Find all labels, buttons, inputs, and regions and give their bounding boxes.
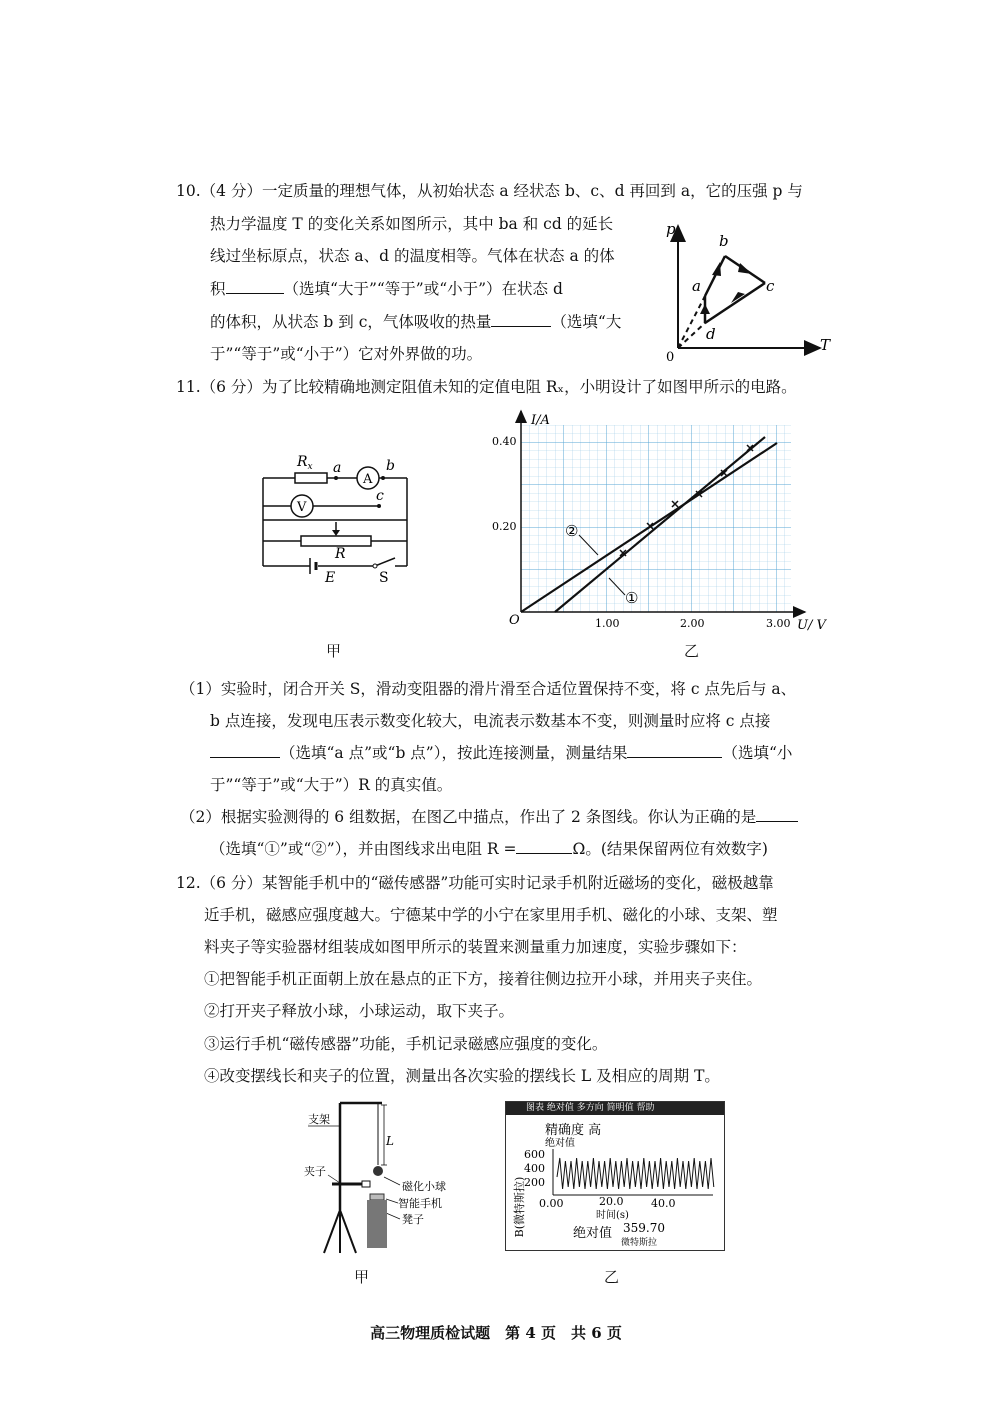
q10-line1: 10.（4 分）一定质量的理想气体，从初始状态 a 经状态 b、c、d 再回到 a，它的压强 p 与 (176, 182, 803, 200)
y-tick-040: 0.40 (492, 435, 517, 448)
stool (367, 1200, 387, 1248)
line-2-label: ② (565, 522, 579, 540)
resistor-rx (295, 473, 327, 483)
battery-label: E (325, 570, 336, 586)
y-tick-020: 0.20 (492, 520, 517, 533)
tripod-leg (324, 1210, 340, 1253)
y-tick-400: 400 (524, 1162, 545, 1175)
x-tick-300: 3.00 (766, 617, 791, 630)
point-a-label: a (692, 277, 701, 295)
point-c-label: c (766, 277, 775, 295)
q11-answer-blank-1[interactable] (210, 743, 280, 758)
cd-extension (678, 323, 705, 348)
voltmeter-label: V (297, 500, 307, 515)
q11-answer-blank-4[interactable] (516, 839, 572, 854)
t-axis-label: T (820, 336, 831, 354)
arrow-ab (712, 262, 721, 276)
graph-caption: 乙 (684, 642, 700, 660)
arrow-bc (738, 263, 752, 274)
y-tick-600: 600 (524, 1148, 545, 1161)
stool-leader (386, 1213, 400, 1219)
u-axis-label: U/ V (797, 618, 826, 633)
q11-part1-line3 (210, 742, 792, 764)
q10-line2: 热力学温度 T 的变化关系如图所示，其中 ba 和 cd 的延长 (210, 215, 614, 233)
magnetized-ball (373, 1166, 383, 1176)
circuit-caption: 甲 (326, 642, 342, 660)
screen-menu-bar[interactable]: 图表 绝对值 多方向 简明值 帮助 (506, 1102, 724, 1115)
slider-arrow (332, 530, 340, 536)
ammeter-label: A (363, 472, 373, 487)
q11-part2-line2-start: （选填“①”或“②”），并由图线求出电阻 R = (210, 840, 517, 858)
abs-mode-label: 绝对值 (545, 1138, 575, 1149)
apparatus-caption: 甲 (354, 1268, 370, 1286)
reading-label: 绝对值 (573, 1226, 613, 1241)
origin-label: O (509, 613, 520, 628)
x-tick-200: 2.00 (680, 617, 705, 630)
reading-unit: 微特斯拉 (621, 1238, 658, 1248)
rheostat-label: R (335, 546, 346, 562)
q12-step3: ③运行手机“磁传感器”功能，手机记录磁感应强度的变化。 (204, 1035, 608, 1053)
q10-line5 (210, 311, 621, 333)
q11-intro: 11.（6 分）为了比较精确地测定阻值未知的定值电阻 Rₓ，小明设计了如图甲所示的电路。 (176, 378, 797, 396)
rheostat (301, 536, 371, 546)
q11-part2-line2 (210, 838, 768, 860)
q11-part1-line2: b 点连接，发现电压表示数变化较大，电流表示数基本不变，则测量时应将 c 点接 (210, 712, 771, 730)
q11-answer-blank-3[interactable] (756, 807, 798, 822)
q11-iu-graph (485, 405, 840, 640)
switch-label: S (379, 570, 389, 586)
q10-line6: 于”“等于”或“小于”）它对外界做的功。 (210, 345, 483, 363)
q10-line4-end: （选填“大于”“等于”或“小于”）在状态 d (283, 280, 563, 298)
node-b (381, 476, 385, 480)
screen-caption: 乙 (604, 1268, 620, 1286)
node-a (334, 476, 338, 480)
ba-extension (678, 296, 705, 348)
node-c-label: c (376, 488, 384, 504)
phone-label: 智能手机 (398, 1197, 442, 1210)
q11-circuit-diagram (255, 448, 420, 588)
q12-pendulum-apparatus (300, 1095, 465, 1255)
ball-leader (384, 1177, 400, 1185)
point-d-label: d (706, 325, 716, 343)
q12-step1: ①把智能手机正面朝上放在悬点的正下方，接着往侧边拉开小球，并用夹子夹住。 (204, 970, 763, 988)
tripod-leg (340, 1210, 356, 1253)
clip (362, 1181, 370, 1187)
node-b-label: b (386, 458, 395, 474)
chart-y-label: B(微特斯拉) (513, 1176, 526, 1238)
node-a-label: a (333, 460, 342, 476)
reading-value: 359.70 (623, 1221, 665, 1235)
q10-answer-blank-1[interactable] (226, 279, 284, 294)
precision-label: 精确度 高 (545, 1123, 602, 1138)
point-b-label: b (719, 232, 729, 250)
q12-line1: 12.（6 分）某智能手机中的“磁传感器”功能可实时记录手机附近磁场的变化，磁极越靠 (176, 874, 774, 892)
x-tick-40: 40.0 (651, 1197, 676, 1210)
y-tick-200: 200 (524, 1176, 545, 1189)
smartphone (370, 1194, 384, 1200)
page-footer: 高三物理质检试题 第 4 页 共 6 页 (370, 1324, 622, 1342)
q10-line5-start: 的体积，从状态 b 到 c，气体吸收的热量 (210, 313, 492, 331)
x-tick-20: 20.0 (599, 1195, 624, 1208)
q10-line4-start: 积 (210, 280, 226, 298)
stool-label: 凳子 (402, 1213, 424, 1226)
switch-pivot (373, 564, 377, 568)
q11-part2-line1 (180, 806, 798, 828)
q11-part2-line2-end: Ω。(结果保留两位有效数字) (572, 840, 768, 858)
clip-label: 夹子 (304, 1165, 326, 1178)
q12-line2: 近手机，磁感应强度越大。宁德某中学的小宁在家里用手机、磁化的小球、支架、塑 (204, 906, 778, 924)
x-tick-0: 0.00 (539, 1197, 564, 1210)
q10-answer-blank-2[interactable] (491, 312, 551, 327)
q11-answer-blank-2[interactable] (627, 743, 722, 758)
stand-label: 支架 (308, 1113, 330, 1126)
rx-label: $R_x$ (297, 454, 313, 472)
q10-line3: 线过坐标原点，状态 a、d 的温度相等。气体在状态 a 的体 (210, 247, 615, 265)
p-axis-label: p (666, 220, 676, 238)
clip-leader (328, 1175, 340, 1183)
line-1-label: ① (625, 589, 639, 607)
q10-line5-end: （选填“大 (551, 313, 622, 331)
segment-ab (705, 256, 725, 296)
q10-pT-diagram (660, 218, 840, 368)
q12-step4: ④改变摆线长和夹子的位置，测量出各次实验的摆线长 L 及相应的周期 T。 (204, 1067, 720, 1085)
x-tick-100: 1.00 (595, 617, 620, 630)
magnetic-chart (505, 1115, 725, 1250)
ball-label: 磁化小球 (402, 1180, 446, 1193)
node-c (377, 504, 381, 508)
q11-part1-line1: （1）实验时，闭合开关 S，滑动变阻器的滑片滑至合适位置保持不变，将 c 点先后与 a、 (180, 680, 797, 698)
chart-x-label: 时间(s) (596, 1210, 629, 1221)
q11-part1-line3-mid: （选填“a 点”或“b 点”），按此连接测量，测量结果 (280, 744, 628, 762)
arrow-da (700, 304, 710, 314)
q12-step2: ②打开夹子释放小球，小球运动，取下夹子。 (204, 1002, 515, 1020)
segment-cd (705, 283, 765, 323)
q10-line4 (210, 278, 563, 300)
phone-leader (386, 1199, 398, 1203)
i-axis-label: I/A (531, 413, 550, 428)
q12-line3: 料夹子等实验器材组装成如图甲所示的装置来测量重力加速度，实验步骤如下： (204, 938, 747, 956)
length-label: L (386, 1134, 394, 1148)
magnetic-signal-trace (557, 1158, 714, 1189)
q11-part1-line4: 于”“等于”或“大于”）R 的真实值。 (210, 776, 453, 794)
q11-part2-line1-text: （2）根据实验测得的 6 组数据，在图乙中描点，作出了 2 条图线。你认为正确的是 (180, 808, 757, 826)
origin-label: 0 (666, 350, 675, 365)
q11-part1-line3-end: （选填“小 (722, 744, 793, 762)
